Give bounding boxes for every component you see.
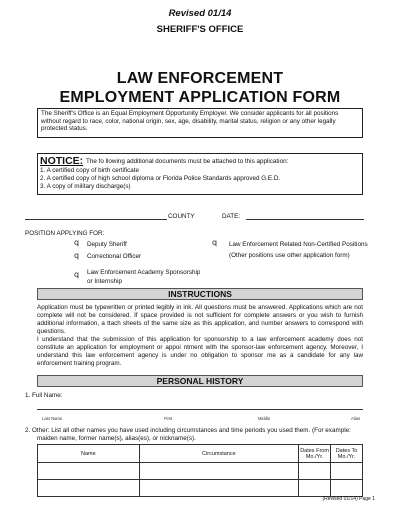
notice-box bbox=[37, 153, 363, 195]
notice-label: NOTICE: bbox=[40, 155, 84, 167]
deputy-checkbox[interactable]: q bbox=[74, 238, 80, 247]
instructions-heading: INSTRUCTIONS bbox=[37, 288, 363, 300]
deputy-label: Deputy Sheriff bbox=[87, 241, 127, 248]
date-input-line[interactable] bbox=[246, 219, 364, 220]
notice-item: 3. A copy of military discharge(s) bbox=[40, 182, 131, 190]
other-names-question-cont: maiden name, former name(s), alias(es), or nickname(s). bbox=[37, 435, 196, 442]
notice-text: The fo llowing additional documents must be attached to this application: bbox=[86, 158, 289, 165]
middle-name-caption: Middle bbox=[258, 416, 271, 421]
circumstance-column-header: Circumstance bbox=[139, 445, 298, 463]
instructions-paragraph-2: I understand that the submission of this application for sponsorship to a law enforcement academy does not constitute an application for employment or appoi ntment with the sponsor-law enforcement agency. Moreover, I understand this law enforcement agency is under no obligation to sponsor me as a candidate for any law enforcement training program. bbox=[37, 336, 363, 367]
correctional-label: Correctional Officer bbox=[87, 253, 142, 260]
county-label: COUNTY bbox=[168, 213, 195, 220]
name-cell[interactable] bbox=[38, 480, 140, 497]
county-input-line[interactable] bbox=[25, 219, 167, 220]
instructions-paragraph-1: Application must be typewritten or printed legibly in ink. All questions must be answered. Applications which are not complete will not be considered. If space provided is not sufficient for complete answers or you wish to furnish additional information, a ttach sheets of the same size as this application, and number answers to correspond with questions. bbox=[37, 304, 363, 335]
table-row[interactable] bbox=[38, 463, 363, 480]
personal-history-heading: PERSONAL HISTORY bbox=[37, 375, 363, 387]
other-names-question: 2. Other: List all other names you have used including circumstances and time periods you used them. (For example: bbox=[25, 427, 351, 434]
dates-from-column-header bbox=[299, 445, 331, 463]
dates-to-column-header bbox=[331, 445, 363, 463]
position-label: POSITION APPLYING FOR: bbox=[25, 230, 105, 237]
dates-from-header-line2: Mo./Yr. bbox=[305, 453, 324, 460]
other-positions-note: (Other positions use other application form) bbox=[229, 252, 350, 259]
revised-date: Revised 01/14 bbox=[168, 8, 232, 19]
circumstance-cell[interactable] bbox=[139, 480, 298, 497]
dates-to-header-line2: Mo./Yr. bbox=[337, 453, 356, 460]
dates-from-cell[interactable] bbox=[299, 480, 331, 497]
related-checkbox[interactable]: q bbox=[212, 238, 218, 247]
table-row[interactable] bbox=[38, 480, 363, 497]
page-footer: (Revised 01/14) Page 1 bbox=[322, 496, 375, 502]
name-cell[interactable] bbox=[38, 463, 140, 480]
other-names-table bbox=[37, 444, 363, 497]
full-name-input-line[interactable] bbox=[37, 409, 363, 410]
correctional-checkbox[interactable]: q bbox=[74, 251, 80, 260]
dates-from-cell[interactable] bbox=[299, 463, 331, 480]
academy-label-line1: Law Enforcement Academy Sponsorship bbox=[87, 269, 201, 276]
form-title-line1: LAW ENFORCEMENT bbox=[116, 70, 284, 87]
dates-to-cell[interactable] bbox=[331, 480, 363, 497]
eeo-statement: The Sheriff's Office is an Equal Employment Opportunity Employer. We consider applicants for all positions without regard to race, color, national origin, sex, age, disability, marital status, religion or any other legally protected status. bbox=[37, 108, 363, 138]
notice-item: 1. A certified copy of birth certificate bbox=[40, 167, 140, 174]
dates-to-cell[interactable] bbox=[331, 463, 363, 480]
dates-to-header-line1: Dates To bbox=[335, 447, 358, 454]
related-label: Law Enforcement Related Non-Certified Positions bbox=[229, 241, 368, 248]
academy-label-line2: or Internship bbox=[87, 278, 123, 285]
alias-caption: Alias bbox=[351, 416, 361, 421]
notice-item: 2. A certified copy of high school diploma or Florida Police Standards approved G.E.D. bbox=[40, 174, 281, 182]
circumstance-cell[interactable] bbox=[139, 463, 298, 480]
academy-checkbox[interactable]: q bbox=[74, 270, 80, 279]
notice-list bbox=[40, 167, 280, 190]
last-name-caption: Last Name bbox=[42, 416, 63, 421]
date-label: DATE: bbox=[222, 213, 241, 220]
name-column-header: Name bbox=[38, 445, 140, 463]
dates-from-header-line1: Dates From bbox=[300, 447, 329, 454]
full-name-label: 1. Full Name: bbox=[25, 392, 63, 399]
office-name: SHERIFF'S OFFICE bbox=[156, 24, 244, 35]
form-title-line2: EMPLOYMENT APPLICATION FORM bbox=[59, 89, 341, 106]
first-name-caption: First bbox=[164, 416, 173, 421]
table-header-row bbox=[38, 445, 363, 463]
